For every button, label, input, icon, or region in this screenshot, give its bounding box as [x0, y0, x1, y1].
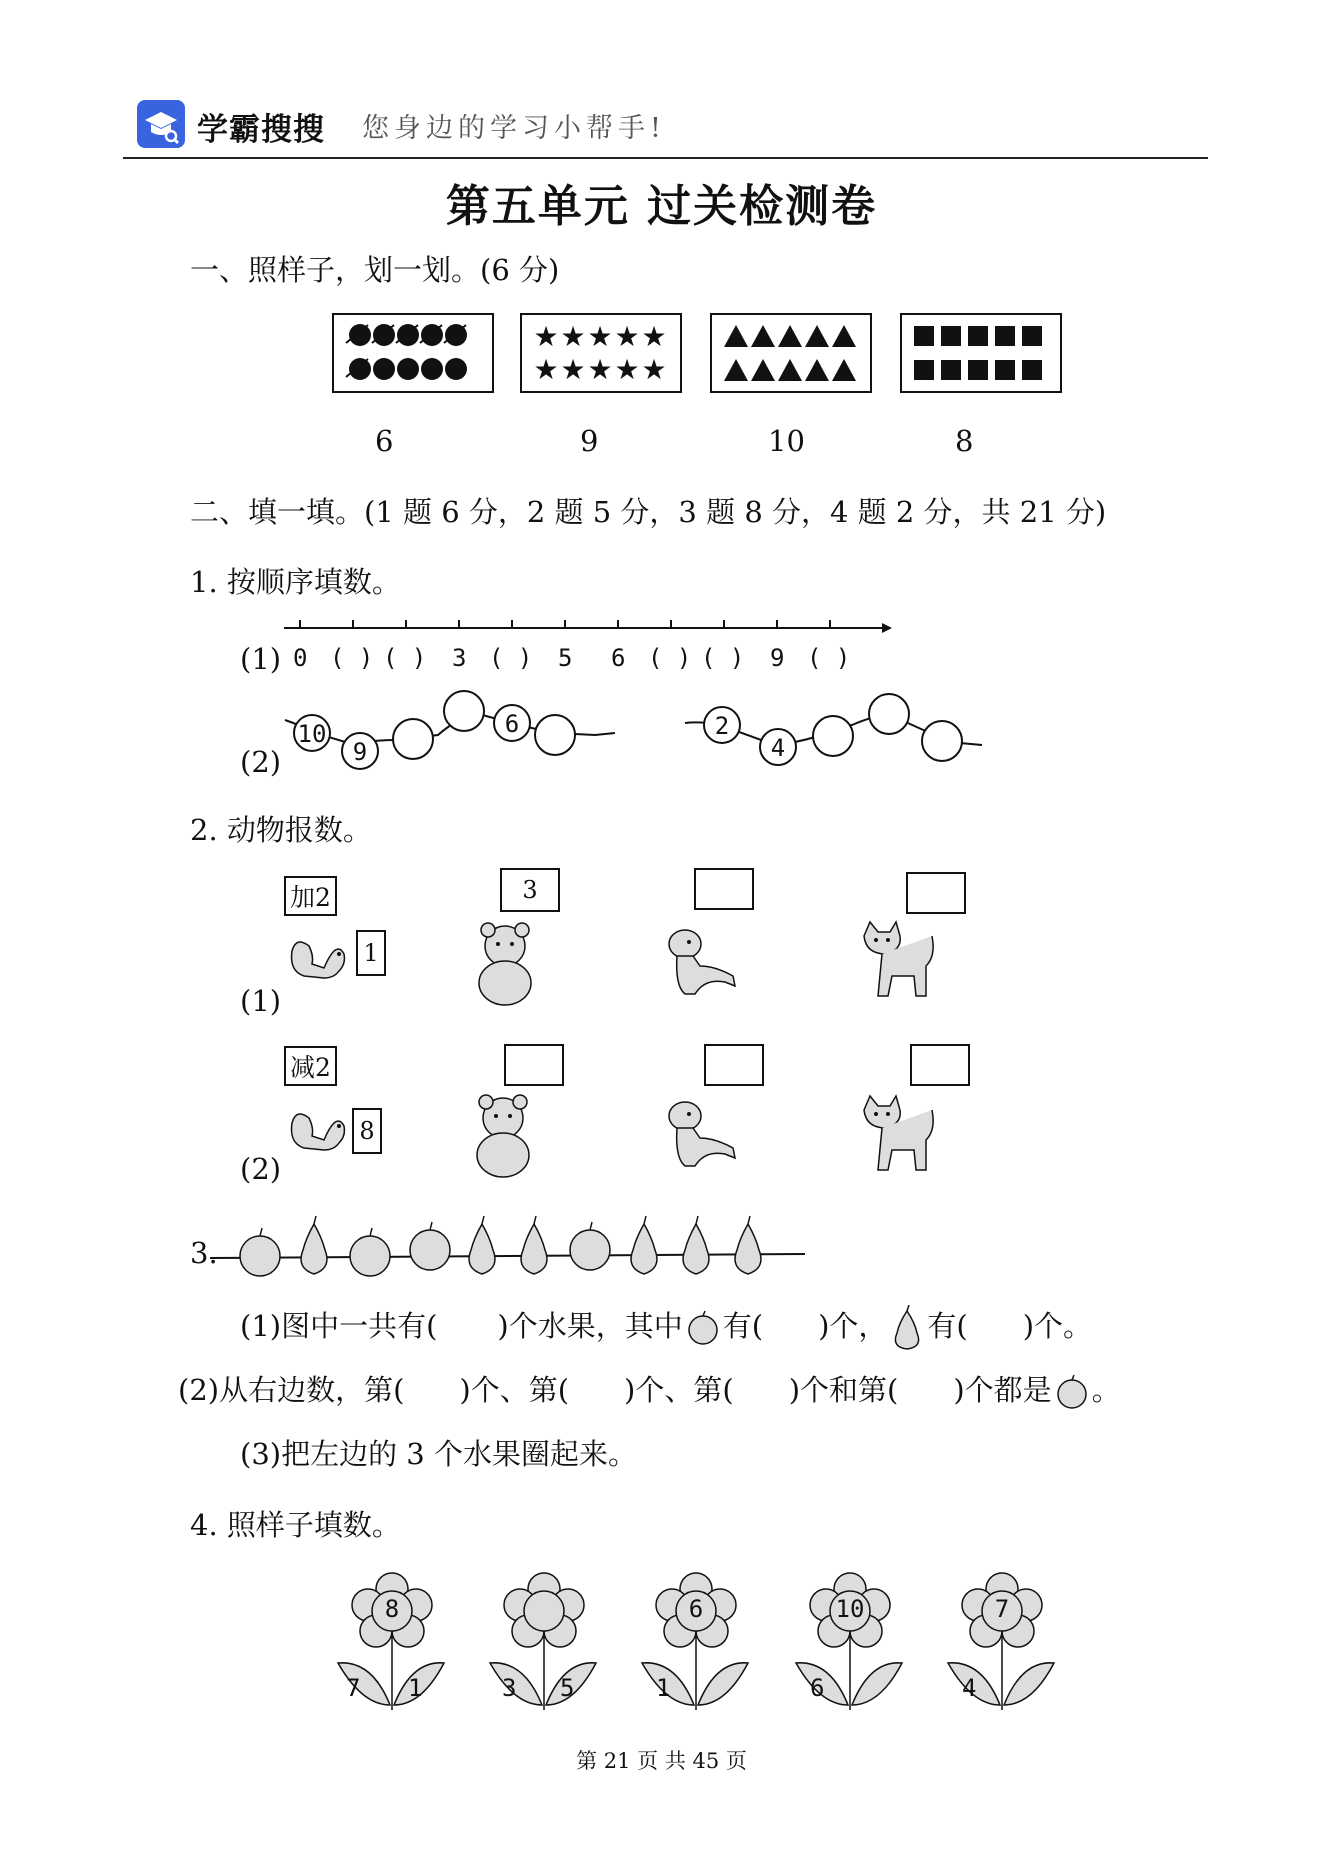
- bear-icon: [460, 918, 550, 1012]
- svg-text:★: ★: [533, 320, 559, 353]
- svg-text:★: ★: [587, 353, 613, 386]
- apple-icon: [1052, 1375, 1092, 1409]
- box-label-2: 9: [580, 424, 599, 458]
- start-number-box: 1: [356, 930, 386, 976]
- q1-part2-label: (2): [240, 745, 282, 779]
- numberline-blank[interactable]: ( ): [648, 644, 692, 672]
- pear-icon: [887, 1305, 927, 1351]
- q3-line3: (3)把左边的 3 个水果圈起来。: [240, 1437, 637, 1471]
- speech-bubble[interactable]: [704, 1044, 764, 1086]
- svg-text:★: ★: [614, 320, 640, 353]
- numberline-blank[interactable]: ( ): [701, 644, 745, 672]
- numberline-blank[interactable]: ( ): [489, 644, 533, 672]
- pear-icon: [521, 1216, 547, 1274]
- pear-icon: [683, 1216, 709, 1274]
- bead-value: 9: [352, 738, 368, 766]
- pear-icon: [469, 1216, 495, 1274]
- svg-text:★: ★: [587, 320, 613, 353]
- start-number-box: 8: [352, 1108, 382, 1154]
- rule-box: 加2: [284, 876, 337, 916]
- section2-heading: 二、填一填。(1 题 6 分，2 题 5 分，3 题 8 分，4 题 2 分，共 21 分): [190, 495, 1107, 529]
- header-divider: [123, 157, 1208, 159]
- svg-text:★: ★: [641, 320, 667, 353]
- apple-icon: [570, 1222, 610, 1270]
- box-label-3: 10: [768, 424, 805, 458]
- graduation-cap-icon: [137, 100, 185, 148]
- q3-l1-c: 有(: [722, 1309, 764, 1343]
- brand-name: 学霸搜搜: [197, 112, 325, 148]
- q3-l2-f: 。: [1091, 1373, 1121, 1407]
- cat-icon: [856, 916, 946, 1010]
- fruit-string: [210, 1206, 810, 1290]
- leaf-left: 6: [810, 1674, 825, 1702]
- squirrel-icon: [284, 1088, 354, 1162]
- section1-heading: 一、照样子，划一划。(6 分): [190, 253, 560, 287]
- q4-title: 4. 照样子填数。: [190, 1508, 401, 1542]
- bead-chain-a: [280, 685, 620, 779]
- svg-text:★: ★: [533, 353, 559, 386]
- q3-number: 3.: [190, 1236, 218, 1270]
- leaf-right: 5: [560, 1674, 575, 1702]
- q3-l2-b: )个、第(: [459, 1373, 570, 1407]
- shape-box-circles: [332, 313, 494, 397]
- q3-l1-f: )个。: [1022, 1309, 1093, 1343]
- apple-icon: [410, 1222, 450, 1270]
- q3-l1-d: )个，: [818, 1309, 888, 1343]
- number-line: [282, 616, 892, 640]
- bead-value: 10: [297, 720, 327, 748]
- speech-bubble[interactable]: 3: [500, 868, 560, 912]
- brand-slogan: 您身边的学习小帮手!: [362, 113, 666, 144]
- numberline-value: 9: [770, 644, 785, 672]
- flower-center: 8: [384, 1595, 400, 1623]
- squirrel-icon: [284, 916, 354, 990]
- q3-l2-d: )个和第(: [788, 1373, 899, 1407]
- cat-icon: [856, 1090, 946, 1184]
- q3-line2: [178, 1368, 1121, 1409]
- page-footer: 第 21 页 共 45 页: [576, 1749, 747, 1773]
- pear-icon: [301, 1216, 327, 1274]
- numberline-value: 6: [611, 644, 626, 672]
- q2-title: 2. 动物报数。: [190, 813, 372, 847]
- flower-center: 10: [835, 1595, 865, 1623]
- bear-icon: [458, 1090, 548, 1184]
- q1-part1-label: (1): [240, 642, 282, 676]
- q1-title: 1. 按顺序填数。: [190, 565, 401, 599]
- svg-text:★: ★: [560, 320, 586, 353]
- shape-box-stars: [520, 313, 682, 397]
- q3-l1-e: 有(: [927, 1309, 968, 1343]
- apple-icon: [350, 1228, 390, 1276]
- box-label-1: 6: [375, 424, 394, 458]
- speech-bubble[interactable]: [906, 872, 966, 914]
- numberline-blank[interactable]: ( ): [807, 644, 851, 672]
- numberline-value: 5: [558, 644, 573, 672]
- q3-l2-c: )个、第(: [624, 1373, 734, 1407]
- bead-value: 4: [770, 734, 786, 762]
- row1-label: (1): [240, 984, 282, 1018]
- flower-center: 7: [994, 1595, 1010, 1623]
- svg-text:★: ★: [614, 353, 640, 386]
- q3-l1-a: (1)图中一共有(: [240, 1309, 438, 1343]
- flower: [790, 1565, 910, 1719]
- q3-line1: [240, 1304, 1092, 1351]
- q3-l2-e: )个都是: [953, 1373, 1052, 1407]
- leaf-left: 4: [962, 1674, 977, 1702]
- shape-box-squares: [900, 313, 1062, 397]
- flower: [636, 1565, 756, 1719]
- leaf-right: 1: [408, 1674, 423, 1702]
- leaf-left: 1: [656, 1674, 671, 1702]
- leaf-left: 7: [346, 1674, 361, 1702]
- speech-bubble[interactable]: [910, 1044, 970, 1086]
- numberline-value: 0: [293, 644, 308, 672]
- q3-l2-a: (2)从右边数，第(: [178, 1373, 405, 1407]
- page-title: 第五单元 过关检测卷: [445, 181, 878, 232]
- box-label-4: 8: [955, 424, 974, 458]
- dog-icon: [655, 916, 745, 1010]
- flower: [942, 1565, 1062, 1719]
- bead-value: 2: [714, 712, 730, 740]
- q3-l1-b: )个水果，其中: [497, 1309, 683, 1343]
- dog-icon: [655, 1088, 745, 1182]
- shape-box-triangles: [710, 313, 872, 397]
- leaf-left: 3: [502, 1674, 517, 1702]
- apple-icon: [240, 1228, 280, 1276]
- flower-center: 6: [688, 1595, 704, 1623]
- row2-label: (2): [240, 1152, 282, 1186]
- pear-icon: [631, 1216, 657, 1274]
- apple-icon: [683, 1311, 723, 1345]
- speech-bubble[interactable]: [504, 1044, 564, 1086]
- rule-box: 减2: [284, 1046, 337, 1086]
- numberline-blank[interactable]: ( ): [383, 644, 427, 672]
- pear-icon: [735, 1216, 761, 1274]
- numberline-value: 3: [452, 644, 467, 672]
- brand-logo: [137, 100, 185, 148]
- speech-bubble[interactable]: [694, 868, 754, 910]
- svg-text:★: ★: [560, 353, 586, 386]
- bead-value: 6: [504, 710, 520, 738]
- numberline-blank[interactable]: ( ): [330, 644, 374, 672]
- svg-text:★: ★: [641, 353, 667, 386]
